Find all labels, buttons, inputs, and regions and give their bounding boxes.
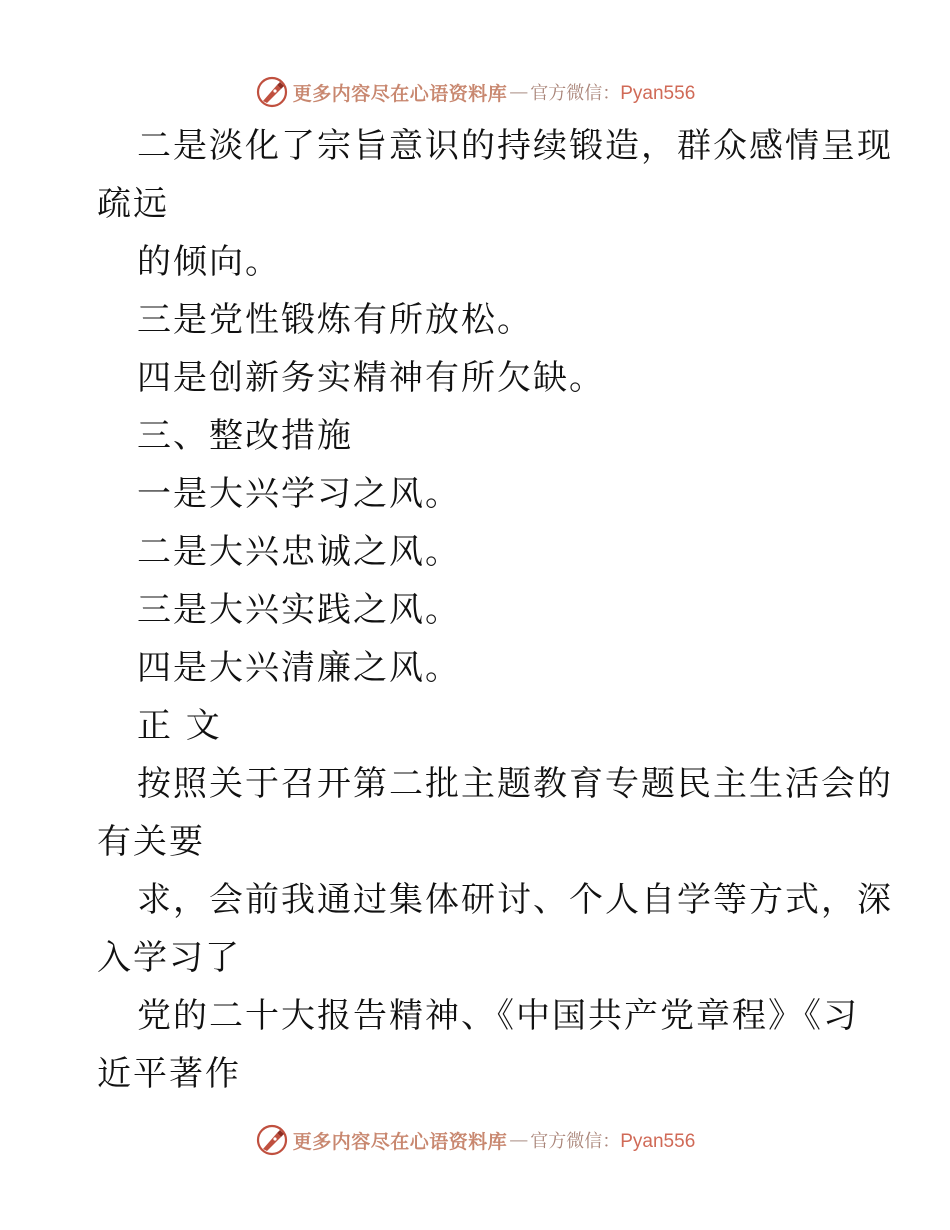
watermark-main-text: 更多内容尽在心语资料库 [292, 1130, 508, 1153]
text-line: 三是党性锻炼有所放松。 [137, 300, 533, 340]
watermark-dash: — [509, 81, 529, 103]
text-line: 三、整改措施 [137, 416, 353, 456]
text-line: 三是大兴实践之风。 [137, 590, 461, 630]
text-line: 有关要 [97, 822, 205, 862]
watermark-dash: — [509, 1129, 529, 1151]
watermark-wechat-id: Pyan556 [620, 1131, 696, 1152]
header-watermark [0, 72, 950, 112]
watermark-suffix [530, 1127, 695, 1153]
fountain-pen-logo-icon [255, 1123, 289, 1157]
text-line: 四是大兴清廉之风。 [137, 648, 461, 688]
watermark-wechat-label: 官方微信： [530, 1131, 621, 1152]
text-line: 入学习了 [97, 938, 241, 978]
watermark-suffix [530, 79, 695, 105]
fountain-pen-logo-icon [255, 75, 289, 109]
watermark-wechat-id: Pyan556 [620, 83, 696, 104]
text-line: 近平著作 [97, 1054, 241, 1094]
text-line: 二是淡化了宗旨意识的持续锻造，群众感情呈现 [137, 126, 893, 166]
text-line: 疏远 [97, 184, 169, 224]
watermark-main-text: 更多内容尽在心语资料库 [292, 82, 508, 105]
text-line: 党的二十大报告精神、《中国共产党章程》《习 [137, 996, 859, 1036]
text-line: 四是创新务实精神有所欠缺。 [137, 358, 605, 398]
text-line: 二是大兴忠诚之风。 [137, 532, 461, 572]
footer-watermark [0, 1120, 950, 1160]
text-line: 按照关于召开第二批主题教育专题民主生活会的 [137, 764, 893, 804]
text-line: 的倾向。 [137, 242, 281, 282]
text-line: 一是大兴学习之风。 [137, 474, 461, 514]
document-body [97, 117, 893, 1103]
text-line: 求，会前我通过集体研讨、个人自学等方式，深 [137, 880, 893, 920]
text-line: 正 文 [137, 706, 222, 746]
watermark-wechat-label: 官方微信： [530, 83, 621, 104]
